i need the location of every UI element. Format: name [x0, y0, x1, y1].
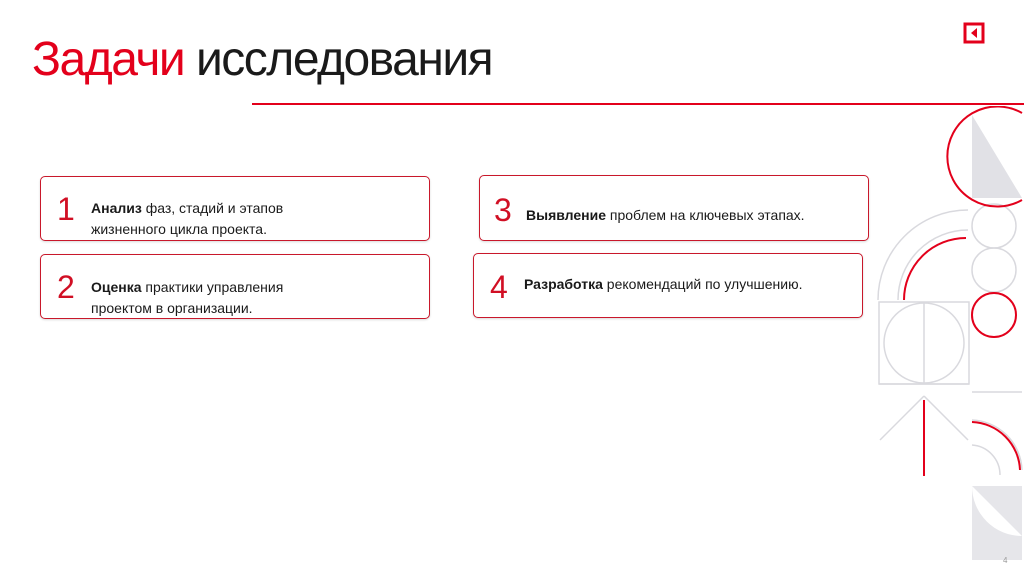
task-number: 3	[494, 192, 512, 228]
task-text	[524, 274, 802, 295]
task-text	[526, 205, 805, 226]
task-description-line2: жизненного цикла проекта.	[91, 221, 267, 237]
task-keyword: Выявление	[526, 207, 607, 223]
page-title	[32, 30, 492, 90]
task-text	[91, 277, 283, 319]
task-card-4	[473, 253, 863, 318]
task-text	[91, 198, 283, 240]
task-number: 1	[57, 191, 75, 227]
task-description: фаз, стадий и этапов	[141, 200, 284, 216]
task-keyword: Оценка	[91, 279, 142, 295]
task-keyword: Анализ	[91, 200, 142, 216]
task-card-1	[40, 176, 430, 241]
task-description: практики управления	[141, 279, 284, 295]
title-accent: Задачи	[32, 33, 185, 86]
page-number: 4	[1003, 556, 1008, 565]
task-description: проблем на ключевых этапах.	[606, 207, 805, 223]
title-underline	[252, 103, 1024, 105]
task-number: 2	[57, 269, 75, 305]
task-description: рекомендаций по улучшению.	[602, 276, 803, 292]
back-arrow-logo-icon	[963, 22, 985, 44]
task-card-3	[479, 175, 869, 241]
task-keyword: Разработка	[524, 276, 603, 292]
task-number: 4	[490, 269, 508, 305]
task-card-2	[40, 254, 430, 319]
task-description-line2: проектом в организации.	[91, 300, 253, 316]
title-rest: исследования	[184, 33, 493, 86]
geometric-pattern-decor	[872, 106, 1024, 576]
